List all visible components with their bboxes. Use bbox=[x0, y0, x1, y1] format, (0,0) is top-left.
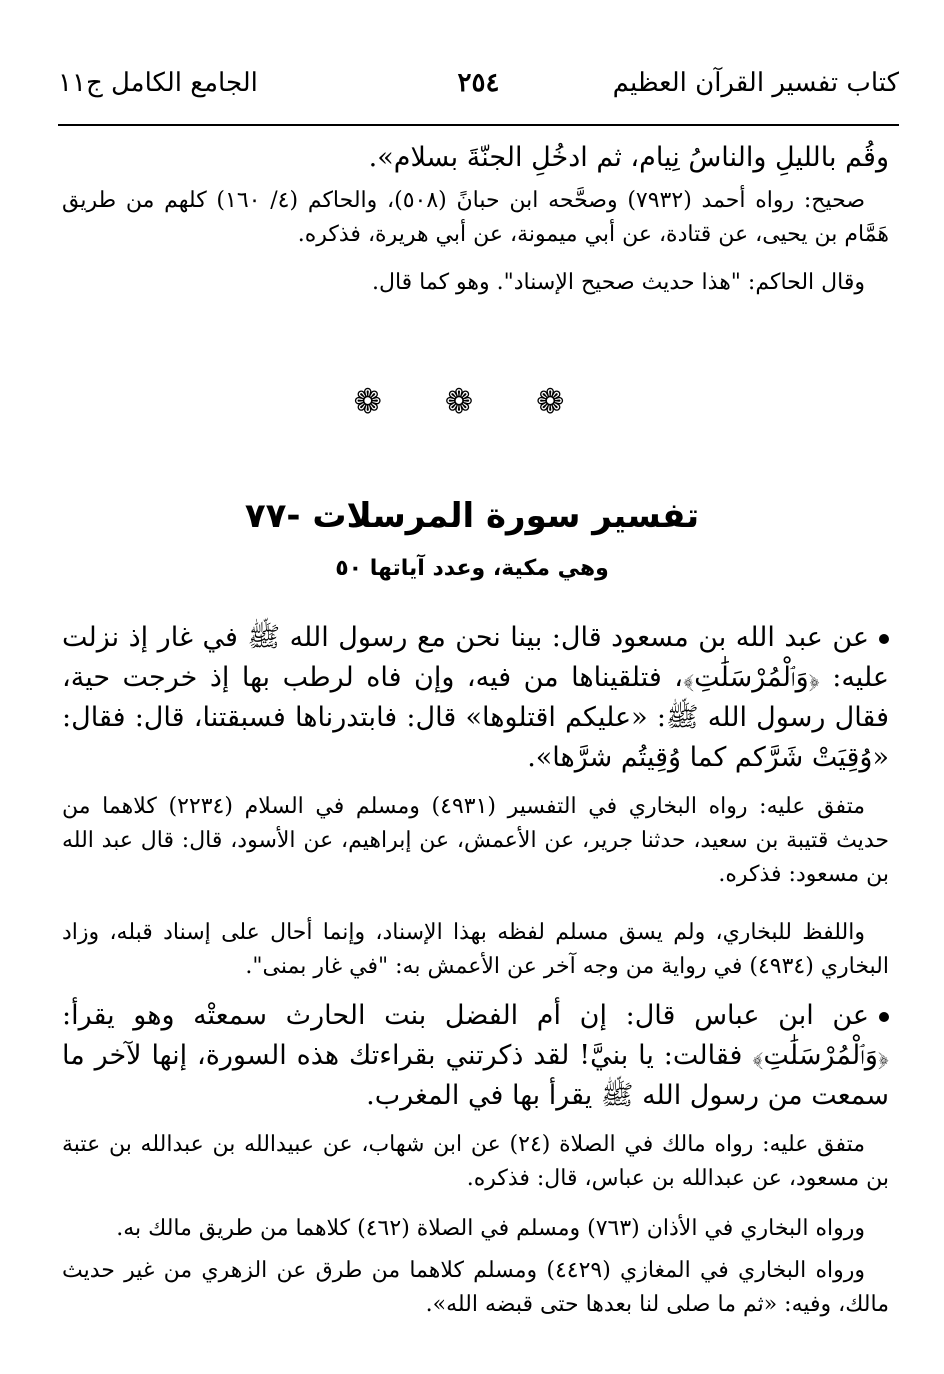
hadith-2-takhrij: متفق عليه: رواه مالك في الصلاة (٢٤) عن ابن شهاب، عن عبيدالله بن عبدالله بن عتبة بن مسعود، عن عبدالله بن عباس، قال: فذكره. bbox=[62, 1132, 889, 1191]
hadith-1-wording-note: واللفظ للبخاري، ولم يسق مسلم لفظه بهذا الإسناد، وإنما أحال على إسناد قبله، وزاد البخاري (٤٩٣٤) في رواية من وجه آخر عن الأعمش به: "في غار بمنى". bbox=[62, 920, 889, 979]
hadith-2 bbox=[62, 996, 889, 1116]
page-header bbox=[58, 68, 899, 112]
hadith-1-text: عن عبد الله بن مسعود قال: بينا نحن مع رسول الله ﷺ في غار إذ نزلت عليه: ﴿وَٱلْمُرْسَلَٰتِ﴾، فتلقيناها من فيه، وإن فاه لرطب بها إذ خرجت حية، فقال رسول الله ﷺ: «عليكم اقتلوها» قال: فابتدرناها فسبقتنا، قال: فقال: «وُقِيَتْ شَرَّكم كما وُقِيتُم شرَّها». bbox=[62, 622, 889, 773]
surah-subtitle: وهي مكية، وعدد آياتها ٥٠ bbox=[335, 556, 609, 581]
header-rule bbox=[58, 124, 899, 126]
section-divider-ornaments: ❁ ❁ ❁ bbox=[353, 382, 591, 422]
hadith-2-zuhri-note: ورواه البخاري في المغازي (٤٤٢٩) ومسلم كلاهما من طرق عن الزهري من غير حديث مالك، وفيه: «ثم ما صلى لنا بعدها حتى قبضه الله». bbox=[62, 1258, 889, 1317]
hadith-2-bukhari-muslim-note: ورواه البخاري في الأذان (٧٦٣) ومسلم في الصلاة (٤٦٢) كلاهما من طريق مالك به. bbox=[116, 1216, 865, 1241]
bullet-icon bbox=[879, 1012, 889, 1022]
page-number: ٢٥٤ bbox=[457, 68, 500, 98]
book-title: كتاب تفسير القرآن العظيم bbox=[612, 68, 899, 98]
hadith-1 bbox=[62, 618, 889, 778]
prev-takhrij-note: صحيح: رواه أحمد (٧٩٣٢) وصحَّحه ابن حبانً (٥٠٨)، والحاكم (٤/ ١٦٠) كلهم من طريق هَمَّام بن يحيى، عن قتادة، عن أبي ميمونة، عن أبي هريرة، فذكره. bbox=[62, 188, 889, 247]
volume-label: الجامع الكامل ج١١ bbox=[58, 68, 258, 98]
prev-hakim-note: وقال الحاكم: "هذا حديث صحيح الإسناد". وهو كما قال. bbox=[371, 270, 865, 295]
hadith-2-text: عن ابن عباس قال: إن أم الفضل بنت الحارث سمعتْه وهو يقرأ: ﴿وَٱلْمُرْسَلَٰتِ﴾ فقالت: يا بنيَّ! لقد ذكرتني بقراءتك هذه السورة، إنها لآخر ما سمعت من رسول الله ﷺ يقرأ بها في المغرب. bbox=[62, 1000, 889, 1111]
hadith-1-takhrij: متفق عليه: رواه البخاري في التفسير (٤٩٣١) ومسلم في السلام (٢٢٣٤) كلاهما من حديث قتيبة بن سعيد، حدثنا جرير، عن الأعمش، عن إبراهيم، عن الأسود، قال: قال عبد الله بن مسعود: فذكره. bbox=[62, 794, 889, 887]
bullet-icon bbox=[879, 634, 889, 644]
surah-title: تفسير سورة المرسلات -٧٧ bbox=[244, 496, 700, 536]
prev-hadith-ending: وقُم بالليلِ والناسُ نِيام، ثم ادخُلِ الجنّةَ بسلام». bbox=[368, 142, 889, 173]
